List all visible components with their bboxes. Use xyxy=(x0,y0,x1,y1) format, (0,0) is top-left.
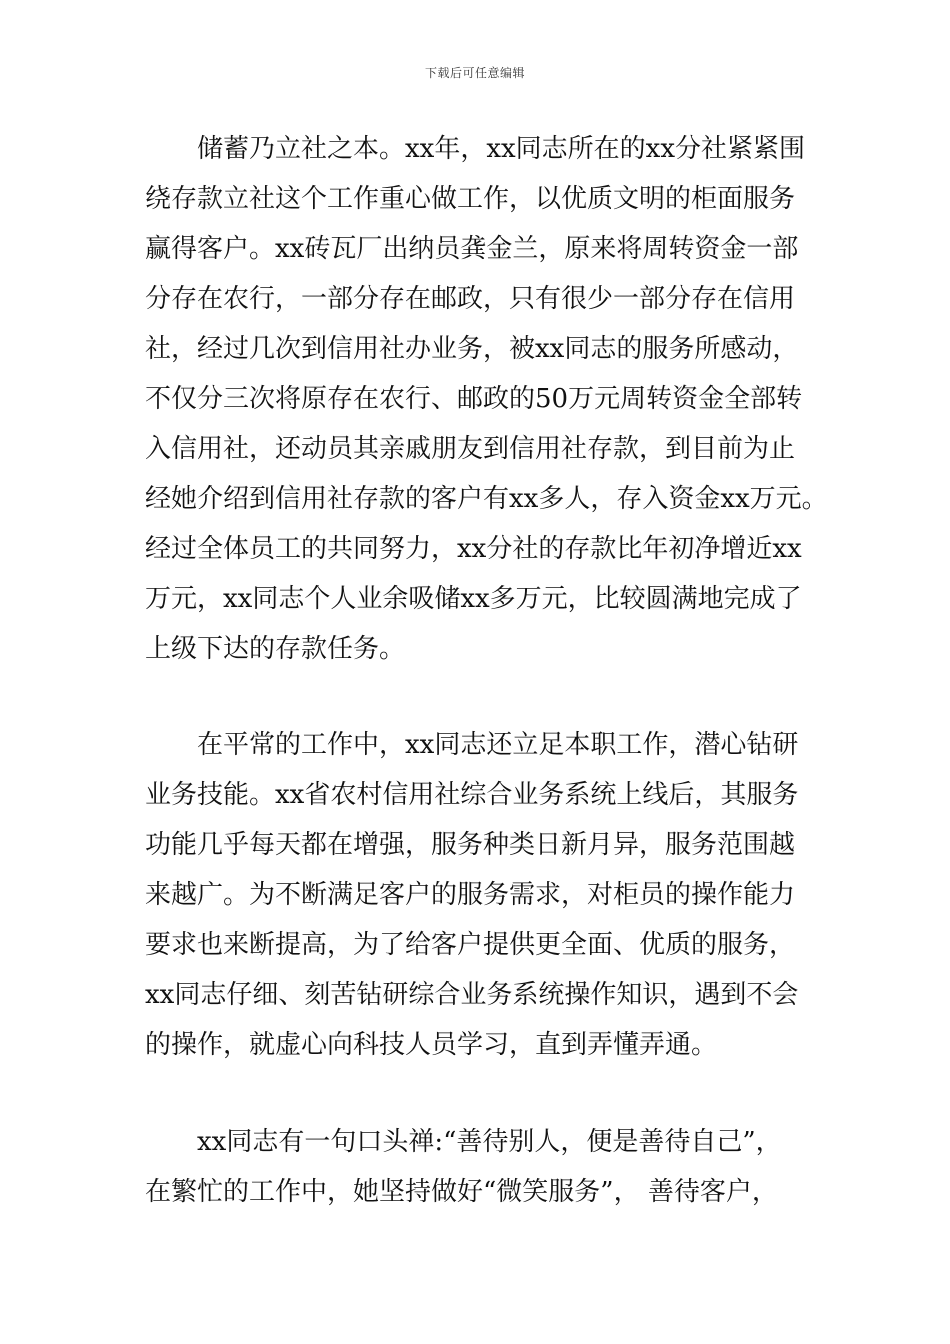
text-line: 赢得客户。xx砖瓦厂出纳员龚金兰，原来将周转资金一部 xyxy=(145,234,799,264)
text-line: 上级下达的存款任务。 xyxy=(145,634,406,664)
text-line: 在繁忙的工作中，她坚持做好“微笑服务”， 善待客户， xyxy=(145,1177,778,1207)
text-line: 功能几乎每天都在增强，服务种类日新月异，服务范围越 xyxy=(145,830,796,860)
text-line: 在平常的工作中，xx同志还立足本职工作，潜心钻研 xyxy=(197,730,799,760)
text-line: 来越广。为不断满足客户的服务需求，对柜员的操作能力 xyxy=(145,880,796,910)
text-line: 经她介绍到信用社存款的客户有xx多人，存入资金xx万元。 xyxy=(145,484,828,514)
paragraph-skills xyxy=(145,720,825,1070)
text-line: 绕存款立社这个工作重心做工作，以优质文明的柜面服务 xyxy=(145,184,796,214)
text-line: xx同志仔细、刻苦钻研综合业务系统操作知识，遇到不会 xyxy=(145,980,799,1010)
text-line: 入信用社，还动员其亲戚朋友到信用社存款，到目前为止 xyxy=(145,434,796,464)
text-line: 万元，xx同志个人业余吸储xx多万元，比较圆满地完成了 xyxy=(145,584,802,614)
text-line: 不仅分三次将原存在农行、邮政的50万元周转资金全部转 xyxy=(145,384,803,414)
download-note: 下载后可任意编辑 xyxy=(424,66,525,80)
text-line: 业务技能。xx省农村信用社综合业务系统上线后，其服务 xyxy=(145,780,799,810)
text-line: 分存在农行，一部分存在邮政，只有很少一部分存在信用 xyxy=(145,284,796,314)
text-line: 社，经过几次到信用社办业务，被xx同志的服务所感动， xyxy=(145,334,799,364)
text-line: 储蓄乃立社之本。xx年，xx同志所在的xx分社紧紧围 xyxy=(197,134,805,164)
text-line: 要求也来断提高，为了给客户提供更全面、优质的服务， xyxy=(145,930,796,960)
paragraph-savings xyxy=(145,124,828,674)
text-line: 的操作，就虚心向科技人员学习，直到弄懂弄通。 xyxy=(145,1030,718,1060)
text-line: xx同志有一句口头禅:“善待别人，便是善待自己”， xyxy=(197,1127,782,1157)
paragraph-motto xyxy=(145,1117,825,1217)
text-line: 经过全体员工的共同努力，xx分社的存款比年初净增近xx xyxy=(145,534,802,564)
